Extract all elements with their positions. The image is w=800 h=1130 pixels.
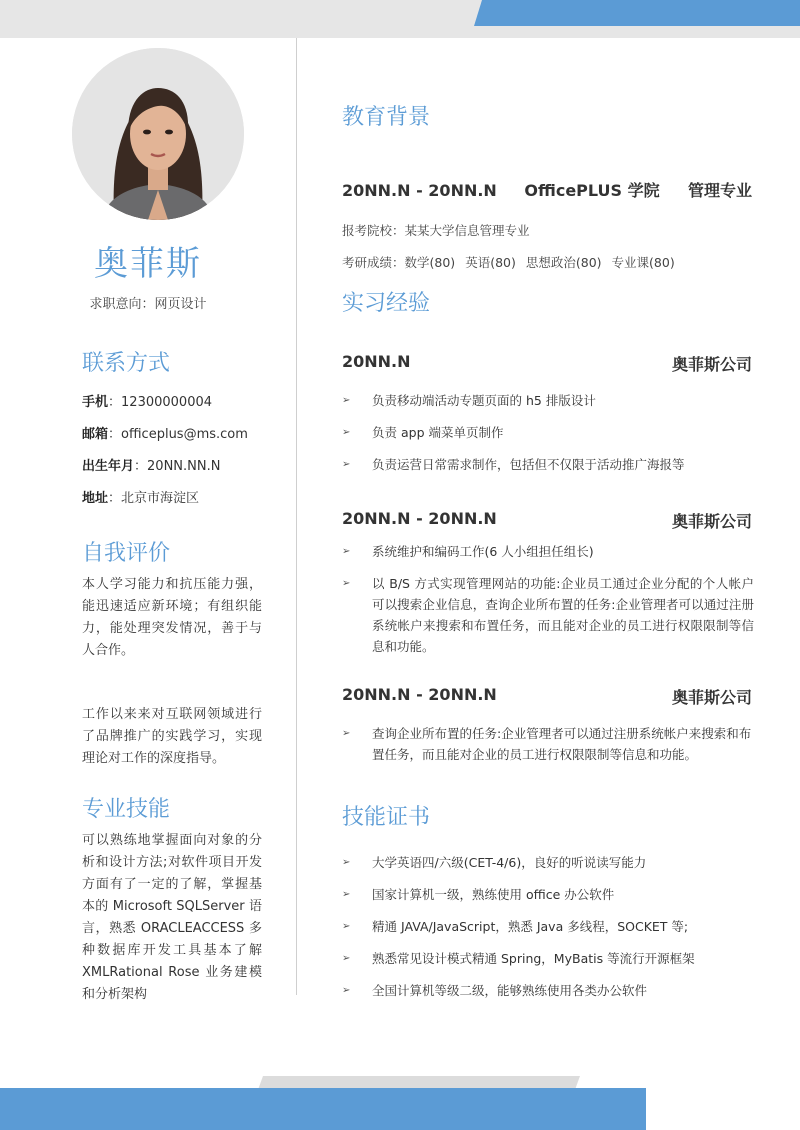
job-intent: 求职意向：网页设计	[89, 297, 207, 312]
certificate-list	[342, 852, 754, 1012]
contact-email	[82, 423, 248, 442]
list-item	[342, 884, 754, 905]
list-item	[342, 723, 754, 765]
arrow-bullet-icon: ➢	[342, 728, 351, 739]
bullet-text: 负责 app 端菜单页制作	[372, 425, 504, 440]
bullet-text: 以 B/S 方式实现管理网站的功能:企业员工通过企业分配的个人帐户可以搜索企业信息，查询企业所布置的任务:企业管理者可以通过注册系统帐户来搜索和布置任务，而且能对企业的员工进行权限限制等信息和功能。	[372, 576, 754, 654]
contact-sep: ：	[134, 459, 148, 474]
arrow-bullet-icon: ➢	[342, 395, 351, 406]
job-period: 20NN.N - 20NN.N	[342, 685, 497, 704]
score-item: 数学(80)	[404, 255, 456, 270]
list-item	[342, 573, 754, 657]
contact-label: 地址	[82, 491, 109, 506]
list-item	[342, 916, 754, 937]
contact-sep: ：	[108, 491, 122, 506]
list-item	[342, 980, 754, 1001]
skills-heading: 专业技能	[82, 797, 171, 822]
job-company: 奥菲斯公司	[671, 688, 752, 707]
job-company: 奥菲斯公司	[671, 512, 752, 531]
list-item	[342, 852, 754, 873]
contact-heading: 联系方式	[82, 351, 171, 376]
job-period: 20NN.N - 20NN.N	[342, 509, 497, 528]
contact-address	[82, 487, 199, 506]
job-bullets	[342, 723, 754, 765]
contact-value: 12300000004	[121, 395, 213, 410]
contact-sep: ：	[108, 427, 122, 442]
bullet-text: 负责移动端活动专题页面的 h5 排版设计	[372, 393, 596, 408]
arrow-bullet-icon: ➢	[342, 985, 351, 996]
job-period: 20NN.N	[342, 352, 411, 371]
education-line	[342, 178, 752, 201]
bullet-text: 系统维护和编码工作(6 人小组担任组长)	[372, 544, 594, 559]
arrow-bullet-icon: ➢	[342, 921, 351, 932]
candidate-name: 奥菲斯	[94, 244, 202, 284]
bullet-text: 查询企业所布置的任务:企业管理者可以通过注册系统帐户来搜索和布置任务，而且能对企业的员工进行权限限制等信息和功能。	[372, 726, 752, 762]
top-blue-accent	[474, 0, 800, 26]
self-eval-heading: 自我评价	[82, 541, 171, 566]
list-item	[342, 390, 754, 411]
scores-label: 考研成绩：	[342, 255, 405, 270]
certificates-heading: 技能证书	[342, 805, 431, 830]
education-period: 20NN.N - 20NN.N	[342, 181, 497, 200]
education-heading: 教育背景	[342, 105, 431, 130]
education-major: 管理专业	[687, 181, 752, 200]
bottom-blue-band	[0, 1088, 646, 1130]
score-item: 英语(80)	[465, 255, 516, 270]
bullet-text: 负责运营日常需求制作，包括但不仅限于活动推广海报等	[372, 457, 685, 472]
self-eval-paragraph: 本人学习能力和抗压能力强，能迅速适应新环境；有组织能力，能处理突发情况，善于与人合作。	[82, 577, 262, 658]
list-item	[342, 454, 754, 475]
certificate-text: 精通 JAVA/JavaScript，熟悉 Java 多线程，SOCKET 等;	[372, 919, 689, 934]
contact-value: 北京市海淀区	[121, 491, 200, 506]
contact-label: 出生年月	[82, 459, 135, 474]
avatar	[72, 48, 244, 220]
arrow-bullet-icon: ➢	[342, 578, 351, 589]
certificate-text: 国家计算机一级，熟练使用 office 办公软件	[372, 887, 615, 902]
exam-scores	[342, 253, 685, 271]
arrow-bullet-icon: ➢	[342, 546, 351, 557]
score-item: 思想政治(80)	[525, 255, 602, 270]
arrow-bullet-icon: ➢	[342, 889, 351, 900]
arrow-bullet-icon: ➢	[342, 459, 351, 470]
certificate-text: 大学英语四/六级(CET-4/6)，良好的听说读写能力	[372, 855, 647, 870]
portrait-photo	[72, 48, 244, 220]
education-school: OfficePLUS 学院	[524, 181, 660, 200]
list-item	[342, 541, 754, 562]
internship-heading: 实习经验	[342, 291, 431, 316]
contact-birth	[82, 455, 220, 474]
contact-phone	[82, 391, 212, 410]
arrow-bullet-icon: ➢	[342, 427, 351, 438]
contact-value: 20NN.NN.N	[147, 459, 221, 474]
arrow-bullet-icon: ➢	[342, 953, 351, 964]
arrow-bullet-icon: ➢	[342, 857, 351, 868]
certificate-text: 熟悉常见设计模式精通 Spring，MyBatis 等流行开源框架	[372, 951, 695, 966]
list-item	[342, 422, 754, 443]
certificate-text: 全国计算机等级二级，能够熟练使用各类办公软件	[372, 983, 648, 998]
apply-school: 报考院校：某某大学信息管理专业	[342, 223, 530, 238]
contact-value: officeplus@ms.com	[121, 427, 248, 442]
skills-paragraph: 可以熟练地掌握面向对象的分析和设计方法;对软件项目开发方面有了一定的了解，掌握基本的 Microsoft SQLServer 语言，熟悉 ORACLEACCESS 多种数据库开发工具基本了解 XMLRational Rose 业务建模和分析架构	[82, 833, 262, 1002]
list-item	[342, 948, 754, 969]
column-divider	[296, 38, 297, 995]
self-eval-paragraph: 工作以来来对互联网领域进行了品牌推广的实践学习，实现理论对工作的深度指导。	[82, 707, 262, 766]
contact-label: 手机	[82, 395, 109, 410]
job-bullets	[342, 390, 754, 486]
contact-label: 邮箱	[82, 427, 109, 442]
contact-sep: ：	[108, 395, 122, 410]
job-bullets	[342, 541, 754, 657]
job-company: 奥菲斯公司	[671, 355, 752, 374]
score-item: 专业课(80)	[611, 255, 675, 270]
